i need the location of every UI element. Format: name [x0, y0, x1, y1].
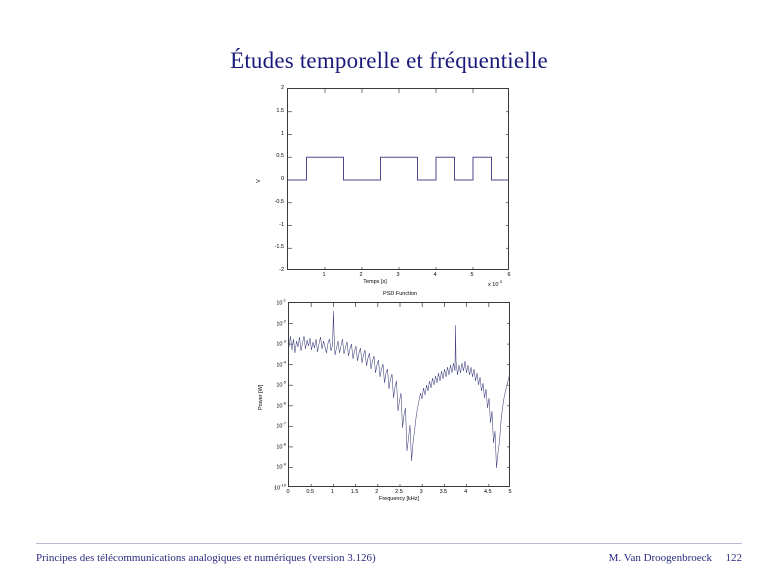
time-x-exponent: [488, 279, 502, 288]
time-ytick-neg1: -1: [279, 221, 284, 228]
time-x-exponent-base: x 10: [488, 281, 499, 288]
psd-xtick-4p5: 4.5: [483, 489, 492, 495]
psd-xtick-2p5: 2.5: [395, 489, 403, 495]
time-xtick-2: 2: [359, 272, 363, 278]
psd-xtick-5: 5: [508, 489, 512, 495]
psd-xtick-1p5: 1.5: [350, 489, 359, 495]
footer-divider: [36, 543, 742, 544]
psd-title: PSD Function: [383, 291, 417, 297]
psd-xtick-1: 1: [330, 489, 334, 495]
footer-page-number: 122: [725, 552, 742, 564]
psd-ytick-2: $10^{-2}$: [276, 318, 286, 328]
time-ytick-neg0p5: -0.5: [274, 198, 284, 205]
psd-xtick-3p5: 3.5: [439, 489, 448, 495]
page-title: Études temporelle et fréquentielle: [230, 48, 548, 73]
psd-ytick-1: $10^{-1}$: [276, 297, 286, 307]
psd-ytick-9: $10^{-9}$: [276, 461, 286, 471]
figure-time-signal: [252, 80, 516, 288]
psd-xtick-4: 4: [464, 489, 468, 495]
time-ytick-1: 1: [280, 130, 284, 137]
psd-ytick-5: $10^{-5}$: [276, 379, 286, 389]
psd-xaxis-title: Frequency [kHz]: [378, 496, 420, 502]
psd-yaxis-title: Power [W]: [258, 384, 264, 410]
time-ytick-neg2: -2: [279, 267, 284, 273]
time-xtick-5: 5: [470, 272, 474, 278]
time-yaxis-title: V: [256, 179, 262, 183]
psd-xtick-2: 2: [375, 489, 379, 495]
psd-xtick-0p5: 0.5: [306, 489, 315, 495]
footer-author: M. Van Droogenbroeck: [608, 552, 712, 564]
time-xtick-6: 6: [507, 272, 511, 278]
figure-psd: [252, 290, 516, 505]
psd-xtick-0: 0: [286, 489, 290, 495]
psd-ytick-3: $10^{-3}$: [276, 338, 286, 348]
time-ytick-neg1p5: -1.5: [274, 244, 284, 251]
time-ytick-1p5: 1.5: [276, 107, 284, 114]
psd-ytick-10: $10^{-10}$: [274, 482, 286, 492]
psd-plot-area: [288, 302, 510, 487]
time-ytick-0: 0: [280, 176, 284, 182]
time-ytick-0p5: 0.5: [276, 153, 284, 160]
psd-ytick-8: $10^{-8}$: [276, 441, 286, 451]
time-signal-plot-area: [287, 88, 509, 270]
time-xtick-1: 1: [322, 272, 326, 278]
time-x-exponent-sup: -3: [498, 279, 502, 284]
time-signal-trace: [288, 89, 509, 270]
time-xtick-4: 4: [433, 272, 437, 278]
psd-ytick-4: $10^{-4}$: [276, 359, 286, 369]
footer-course-title: Principes des télécommunications analogiques et numériques (version 3.126): [36, 552, 376, 564]
psd-xtick-3: 3: [419, 489, 423, 495]
psd-trace: [289, 303, 510, 487]
footer: [0, 543, 778, 585]
time-xaxis-title: Temps [s]: [363, 279, 387, 285]
time-xtick-3: 3: [396, 272, 400, 278]
time-ytick-2: 2: [280, 85, 284, 91]
psd-ytick-7: $10^{-7}$: [276, 420, 286, 430]
psd-ytick-6: $10^{-6}$: [276, 400, 286, 410]
